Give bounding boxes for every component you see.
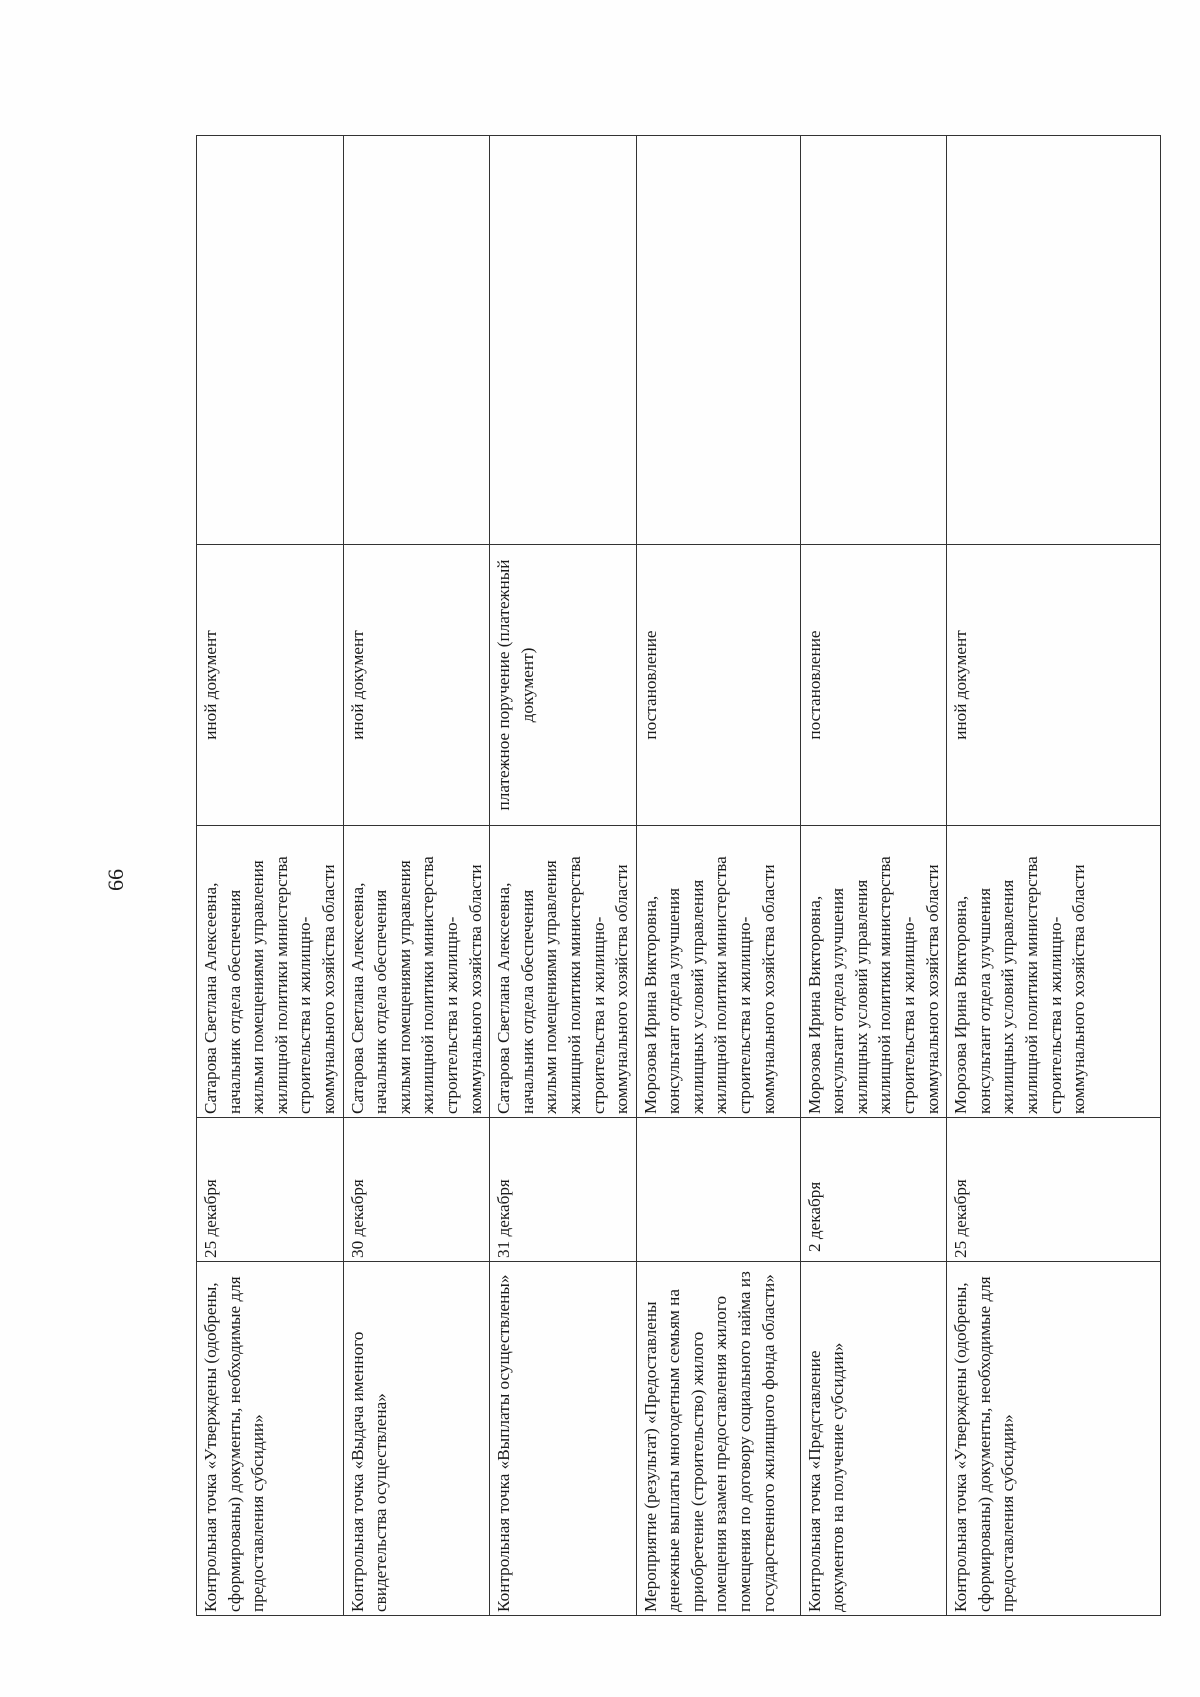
date-cell: 30 декабря [343,1118,490,1262]
document-cell: иной документ [947,545,1161,826]
responsible-cell: Морозова Ирина Викторовна, консультант отдела улучшения жилищных условий управления жилищной политики министерства строительства и жилищно-коммунального хозяйства области [636,826,800,1118]
info-cell [197,136,344,545]
rotated-table-frame [196,136,1125,1616]
event-cell: Контрольная точка «Утверждены (одобрены, сформированы) документы, необходимые для предоставления субсидии» [197,1262,344,1616]
document-cell: иной документ [343,545,490,826]
info-cell [636,136,800,545]
events-table [196,135,1161,1616]
document-cell: постановление [636,545,800,826]
date-cell: 2 декабря [800,1118,947,1262]
event-cell: Контрольная точка «Утверждены (одобрены, сформированы) документы, необходимые для предоставления субсидии» [947,1262,1161,1616]
responsible-cell: Сатарова Светлана Алексеевна, начальник отдела обеспечения жильми помещениями управления жилищной политики министерства строительства и жилищно-коммунального хозяйства области [490,826,637,1118]
responsible-cell: Сатарова Светлана Алексеевна, начальник отдела обеспечения жильми помещениями управления жилищной политики министерства строительства и жилищно-коммунального хозяйства области [197,826,344,1118]
event-cell: Мероприятие (результат) «Предоставлены денежные выплаты многодетным семьям на приобретение (строительство) жилого помещения взамен предоставления жилого помещения по договору социального найма из государственного жилищного фонда области» [636,1262,800,1616]
event-cell: Контрольная точка «Выдача именного свидетельства осуществлена» [343,1262,490,1616]
table-row [490,136,637,1616]
responsible-cell: Морозова Ирина Викторовна, консультант отдела улучшения жилищных условий управления жилищной политики министерства строительства и жилищно-коммунального хозяйства области [800,826,947,1118]
document-cell: иной документ [197,545,344,826]
date-cell: 31 декабря [490,1118,637,1262]
table-row [636,136,800,1616]
responsible-cell: Сатарова Светлана Алексеевна, начальник отдела обеспечения жильми помещениями управления жилищной политики министерства строительства и жилищно-коммунального хозяйства области [343,826,490,1118]
event-cell: Контрольная точка «Представление документов на получение субсидии» [800,1262,947,1616]
table-row [800,136,947,1616]
info-cell [800,136,947,545]
info-cell [490,136,637,545]
info-cell [343,136,490,545]
event-cell: Контрольная точка «Выплаты осуществлены» [490,1262,637,1616]
date-cell: 25 декабря [947,1118,1161,1262]
table-row [947,136,1161,1616]
document-cell: платежное поручение (платежный документ) [490,545,637,826]
table-row [343,136,490,1616]
document-cell: постановление [800,545,947,826]
date-cell [636,1118,800,1262]
page-number: 66 [103,869,128,891]
table-container [196,136,1125,1616]
table-row [197,136,344,1616]
date-cell: 25 декабря [197,1118,344,1262]
info-cell [947,136,1161,545]
responsible-cell: Морозова Ирина Викторовна, консультант отдела улучшения жилищных условий управления жилищной политики министерства строительства и жилищно-коммунального хозяйства области [947,826,1161,1118]
